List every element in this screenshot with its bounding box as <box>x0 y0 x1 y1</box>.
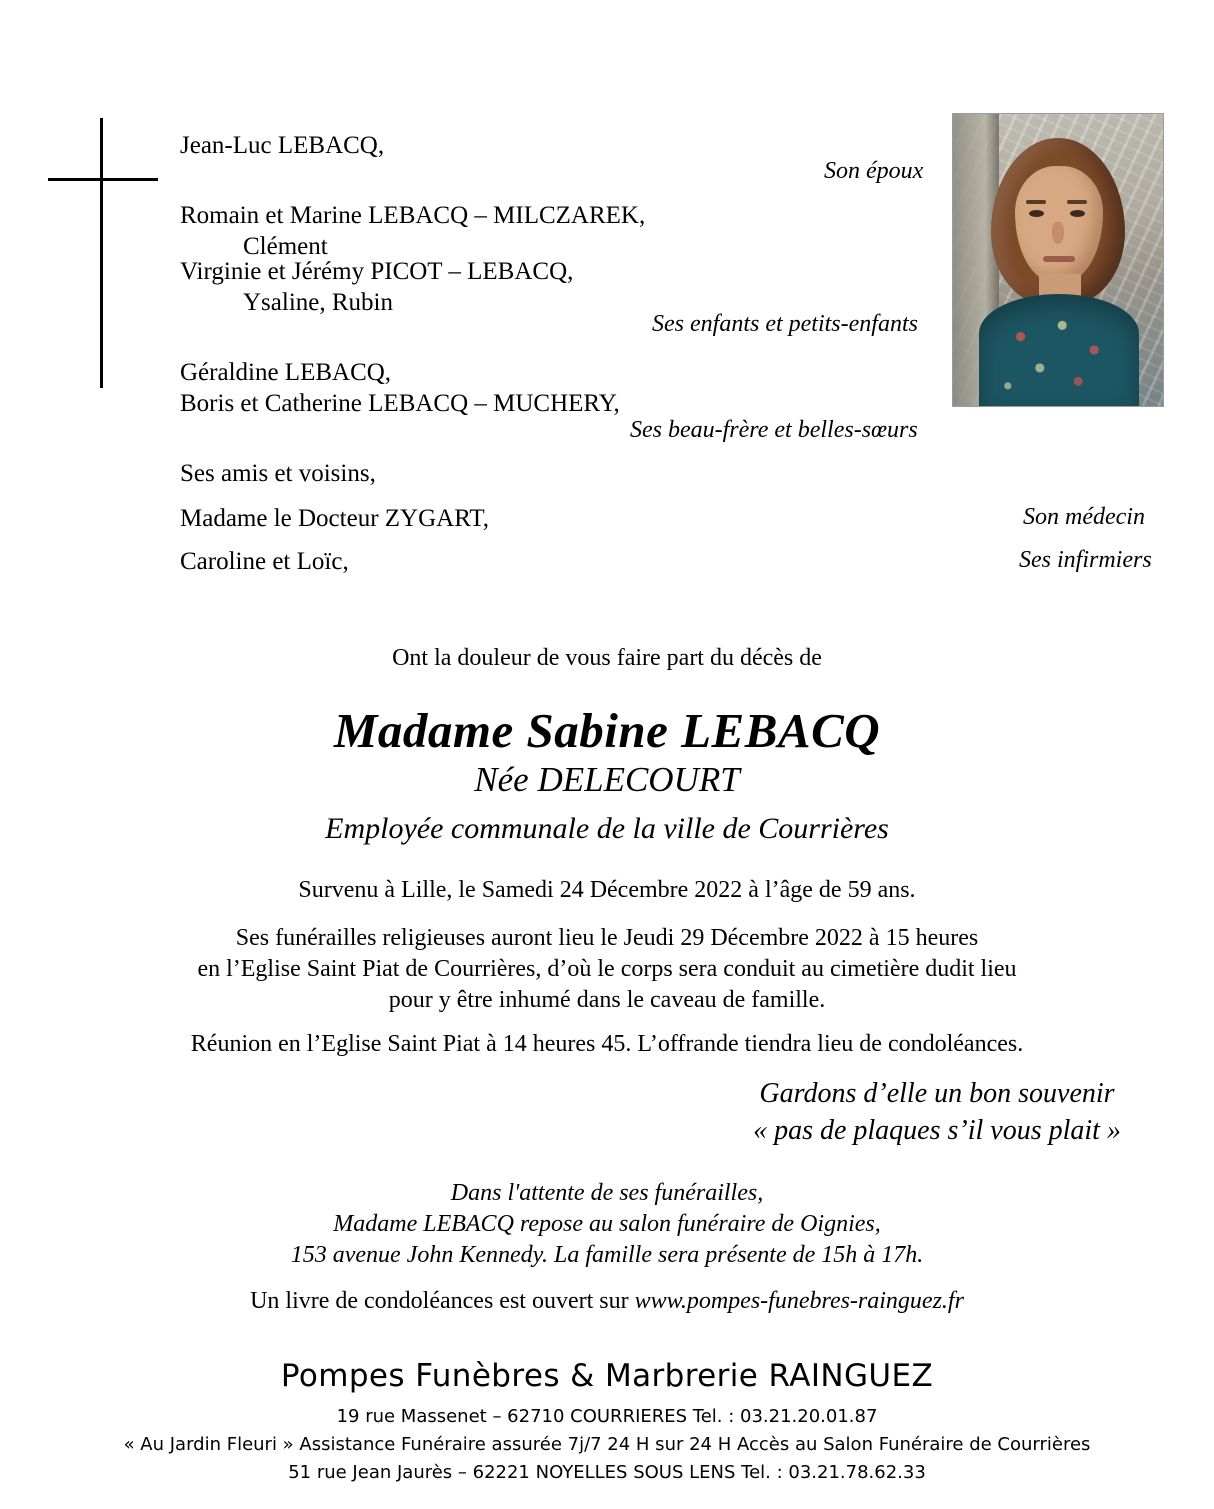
portrait-clothing <box>979 294 1139 406</box>
family-name-grandchild-2: Ysaline, Rubin <box>243 289 393 316</box>
cross-horizontal-bar <box>48 178 158 181</box>
deceased-maiden-name: Née DELECOURT <box>474 760 740 799</box>
funeral-home-name: Pompes Funèbres & Marbrerie RAINGUEZ <box>280 1358 934 1394</box>
family-role-doctor: Son médecin <box>1023 504 1145 530</box>
deceased-name: Madame Sabine LEBACQ <box>333 703 881 758</box>
souvenir-line-2: « pas de plaques s’il vous plait » <box>753 1115 1121 1146</box>
family-name-spouse: Jean-Luc LEBACQ, <box>180 132 385 159</box>
family-friends-neighbours: Ses amis et voisins, <box>180 460 376 487</box>
death-details: Survenu à Lille, le Samedi 24 Décembre 2022 à l’âge de 59 ans. <box>298 877 916 903</box>
funeral-line-2: en l’Eglise Saint Piat de Courrières, d’où le corps sera conduit au cimetière dudit lieu <box>197 956 1017 982</box>
family-role-children: Ses enfants et petits-enfants <box>652 311 918 337</box>
announcement-intro: Ont la douleur de vous faire part du décès de <box>392 645 822 671</box>
portrait-brow-left <box>1026 200 1046 204</box>
funeral-line-1: Ses funérailles religieuses auront lieu le Jeudi 29 Décembre 2022 à 15 heures <box>235 925 979 951</box>
portrait-photo <box>952 113 1164 407</box>
family-name-sibling-1: Géraldine LEBACQ, <box>180 359 392 386</box>
funeral-home-address-2: « Au Jardin Fleuri » Assistance Funéraire assurée 7j/7 24 H sur 24 H Accès au Salon Funéraire de Courrières <box>123 1433 1091 1455</box>
portrait-eye-left <box>1029 210 1044 217</box>
portrait-eye-right <box>1070 210 1085 217</box>
family-role-nurses: Ses infirmiers <box>1019 547 1152 573</box>
cross-icon <box>48 118 158 388</box>
funeral-home-address-1: 19 rue Massenet – 62710 COURRIERES Tel. : 03.21.20.01.87 <box>336 1406 878 1427</box>
family-name-grandchild-1: Clément <box>243 233 328 260</box>
portrait-mouth <box>1043 256 1075 262</box>
portrait-brow-right <box>1067 200 1087 204</box>
family-name-child-2: Virginie et Jérémy PICOT – LEBACQ, <box>180 258 574 285</box>
portrait-nose <box>1052 222 1064 244</box>
funeral-home-address-3: 51 rue Jean Jaurès – 62221 NOYELLES SOUS LENS Tel. : 03.21.78.62.33 <box>288 1461 926 1483</box>
family-role-siblings: Ses beau-frère et belles-sœurs <box>630 417 918 443</box>
family-name-child-1: Romain et Marine LEBACQ – MILCZAREK, <box>180 202 646 229</box>
souvenir-line-1: Gardons d’elle un bon souvenir <box>759 1078 1115 1109</box>
condolences-website[interactable]: www.pompes-funebres-rainguez.fr <box>634 1288 964 1314</box>
family-name-nurses: Caroline et Loïc, <box>180 548 349 575</box>
family-role-spouse: Son époux <box>824 158 924 184</box>
family-name-doctor: Madame le Docteur ZYGART, <box>180 505 490 532</box>
family-name-sibling-2: Boris et Catherine LEBACQ – MUCHERY, <box>180 390 620 417</box>
condolences-prefix: Un livre de condoléances est ouvert sur <box>250 1288 635 1314</box>
salon-line-1: Dans l'attente de ses funérailles, <box>450 1180 764 1206</box>
condolences-book-line <box>0 1288 1214 1315</box>
meeting-details: Réunion en l’Eglise Saint Piat à 14 heures 45. L’offrande tiendra lieu de condoléances. <box>190 1031 1024 1057</box>
deceased-occupation: Employée communale de la ville de Courrières <box>325 812 889 845</box>
footer <box>0 1358 1214 1487</box>
cross-vertical-bar <box>100 118 103 388</box>
salon-line-2: Madame LEBACQ repose au salon funéraire de Oignies, <box>333 1211 881 1237</box>
funeral-line-3: pour y être inhumé dans le caveau de famille. <box>388 987 826 1013</box>
salon-line-3: 153 avenue John Kennedy. La famille sera présente de 15h à 17h. <box>290 1242 924 1268</box>
